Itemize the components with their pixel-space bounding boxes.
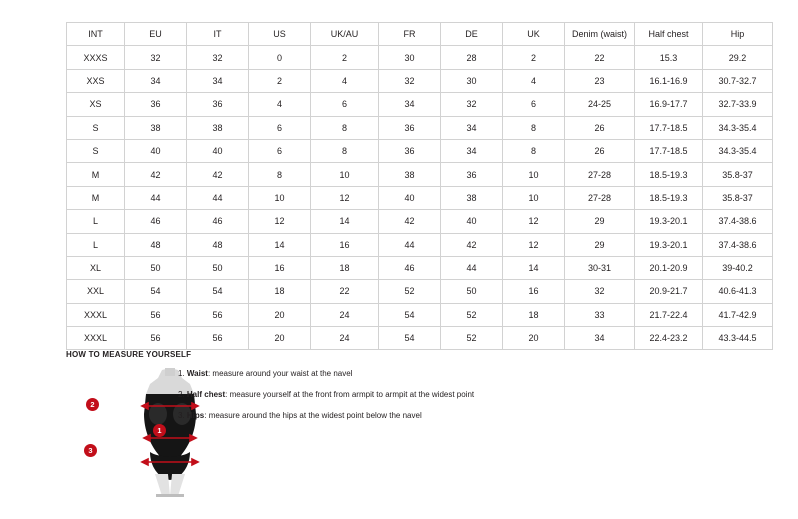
- cell-int: M: [67, 163, 125, 186]
- column-header-denim-waist: Denim (waist): [565, 23, 635, 46]
- cell-de: 32: [441, 93, 503, 116]
- cell-fr: 54: [379, 327, 441, 350]
- cell-us: 10: [249, 186, 311, 209]
- cell-it: 56: [187, 303, 249, 326]
- cell-de: 28: [441, 46, 503, 69]
- cell-fr: 46: [379, 256, 441, 279]
- cell-fr: 36: [379, 139, 441, 162]
- cell-it: 42: [187, 163, 249, 186]
- cell-denim-waist: 23: [565, 69, 635, 92]
- cell-eu: 44: [125, 186, 187, 209]
- cell-uk: 8: [503, 116, 565, 139]
- cell-hip: 29.2: [703, 46, 773, 69]
- cell-uk: 20: [503, 327, 565, 350]
- cell-denim-waist: 32: [565, 280, 635, 303]
- column-header-half-chest: Half chest: [635, 23, 703, 46]
- cell-uk-au: 24: [311, 303, 379, 326]
- cell-de: 42: [441, 233, 503, 256]
- cell-denim-waist: 26: [565, 139, 635, 162]
- column-header-us: US: [249, 23, 311, 46]
- cell-uk-au: 10: [311, 163, 379, 186]
- marker-3: 3: [84, 444, 97, 457]
- instruction-number-1: 1.: [178, 369, 185, 378]
- cell-uk: 2: [503, 46, 565, 69]
- cell-int: XS: [67, 93, 125, 116]
- cell-uk: 12: [503, 210, 565, 233]
- cell-us: 18: [249, 280, 311, 303]
- instruction-text-half-chest: : measure yourself at the front from armpit to armpit at the widest point: [225, 390, 475, 399]
- cell-eu: 36: [125, 93, 187, 116]
- table-row: [67, 163, 773, 186]
- cell-eu: 54: [125, 280, 187, 303]
- cell-hip: 34.3-35.4: [703, 139, 773, 162]
- cell-uk-au: 4: [311, 69, 379, 92]
- cell-uk: 10: [503, 186, 565, 209]
- cell-de: 52: [441, 303, 503, 326]
- cell-half-chest: 17.7-18.5: [635, 116, 703, 139]
- column-header-it: IT: [187, 23, 249, 46]
- cell-fr: 44: [379, 233, 441, 256]
- column-header-uk-au: UK/AU: [311, 23, 379, 46]
- table-row: [67, 116, 773, 139]
- how-to-measure-title: HOW TO MEASURE YOURSELF: [66, 350, 192, 359]
- cell-half-chest: 20.1-20.9: [635, 256, 703, 279]
- cell-de: 44: [441, 256, 503, 279]
- cell-it: 48: [187, 233, 249, 256]
- cell-denim-waist: 26: [565, 116, 635, 139]
- cell-half-chest: 16.1-16.9: [635, 69, 703, 92]
- cell-hip: 35.8-37: [703, 163, 773, 186]
- cell-hip: 32.7-33.9: [703, 93, 773, 116]
- cell-uk-au: 18: [311, 256, 379, 279]
- cell-fr: 52: [379, 280, 441, 303]
- cell-it: 38: [187, 116, 249, 139]
- size-table: [66, 22, 773, 350]
- table-row: [67, 93, 773, 116]
- cell-eu: 42: [125, 163, 187, 186]
- cell-us: 4: [249, 93, 311, 116]
- cell-half-chest: 15.3: [635, 46, 703, 69]
- cell-eu: 56: [125, 303, 187, 326]
- cell-half-chest: 22.4-23.2: [635, 327, 703, 350]
- instruction-waist: [178, 363, 598, 384]
- cell-hip: 37.4-38.6: [703, 233, 773, 256]
- column-header-hip: Hip: [703, 23, 773, 46]
- cell-fr: 54: [379, 303, 441, 326]
- cell-hip: 41.7-42.9: [703, 303, 773, 326]
- cell-uk-au: 8: [311, 139, 379, 162]
- cell-it: 32: [187, 46, 249, 69]
- cell-us: 20: [249, 303, 311, 326]
- cell-hip: 30.7-32.7: [703, 69, 773, 92]
- cell-us: 16: [249, 256, 311, 279]
- cell-uk: 4: [503, 69, 565, 92]
- table-row: [67, 327, 773, 350]
- cell-de: 40: [441, 210, 503, 233]
- cell-it: 50: [187, 256, 249, 279]
- cell-us: 20: [249, 327, 311, 350]
- table-row: [67, 280, 773, 303]
- size-table-body: [67, 46, 773, 350]
- cell-eu: 46: [125, 210, 187, 233]
- cell-half-chest: 21.7-22.4: [635, 303, 703, 326]
- instruction-hips: [178, 405, 598, 426]
- cell-eu: 56: [125, 327, 187, 350]
- instruction-term-waist: Waist: [186, 369, 208, 378]
- cell-int: XL: [67, 256, 125, 279]
- cell-it: 44: [187, 186, 249, 209]
- cell-us: 0: [249, 46, 311, 69]
- cell-uk: 6: [503, 93, 565, 116]
- cell-us: 6: [249, 139, 311, 162]
- cell-denim-waist: 33: [565, 303, 635, 326]
- cell-fr: 30: [379, 46, 441, 69]
- size-table-container: [66, 22, 757, 350]
- table-row: [67, 186, 773, 209]
- cell-de: 34: [441, 116, 503, 139]
- cell-uk-au: 24: [311, 327, 379, 350]
- column-header-int: INT: [67, 23, 125, 46]
- column-header-uk: UK: [503, 23, 565, 46]
- cell-int: XXXL: [67, 303, 125, 326]
- marker-2: 2: [86, 398, 99, 411]
- cell-de: 52: [441, 327, 503, 350]
- cell-fr: 34: [379, 93, 441, 116]
- cell-eu: 50: [125, 256, 187, 279]
- cell-uk: 10: [503, 163, 565, 186]
- cell-us: 14: [249, 233, 311, 256]
- cell-fr: 40: [379, 186, 441, 209]
- cell-eu: 38: [125, 116, 187, 139]
- cell-us: 2: [249, 69, 311, 92]
- cell-denim-waist: 29: [565, 210, 635, 233]
- cell-half-chest: 17.7-18.5: [635, 139, 703, 162]
- table-row: [67, 69, 773, 92]
- size-table-head: [67, 23, 773, 46]
- cell-us: 12: [249, 210, 311, 233]
- cell-hip: 34.3-35.4: [703, 116, 773, 139]
- cell-it: 54: [187, 280, 249, 303]
- cell-int: L: [67, 210, 125, 233]
- table-row: [67, 210, 773, 233]
- cell-half-chest: 19.3-20.1: [635, 210, 703, 233]
- measure-instructions: [178, 363, 598, 426]
- cell-denim-waist: 27-28: [565, 186, 635, 209]
- cell-fr: 36: [379, 116, 441, 139]
- cell-half-chest: 16.9-17.7: [635, 93, 703, 116]
- cell-hip: 40.6-41.3: [703, 280, 773, 303]
- cell-fr: 38: [379, 163, 441, 186]
- instruction-number-3: 3.: [178, 411, 185, 420]
- cell-uk-au: 22: [311, 280, 379, 303]
- cell-eu: 48: [125, 233, 187, 256]
- instruction-number-2: 2.: [178, 390, 185, 399]
- cell-denim-waist: 22: [565, 46, 635, 69]
- cell-hip: 37.4-38.6: [703, 210, 773, 233]
- cell-denim-waist: 34: [565, 327, 635, 350]
- cell-hip: 35.8-37: [703, 186, 773, 209]
- cell-denim-waist: 29: [565, 233, 635, 256]
- cell-uk-au: 2: [311, 46, 379, 69]
- cell-de: 38: [441, 186, 503, 209]
- cell-uk: 14: [503, 256, 565, 279]
- cell-half-chest: 20.9-21.7: [635, 280, 703, 303]
- column-header-fr: FR: [379, 23, 441, 46]
- table-row: [67, 256, 773, 279]
- cell-int: S: [67, 116, 125, 139]
- cell-de: 36: [441, 163, 503, 186]
- table-row: [67, 46, 773, 69]
- instruction-term-hips: Hips: [186, 411, 205, 420]
- cell-hip: 39-40.2: [703, 256, 773, 279]
- table-header-row: [67, 23, 773, 46]
- cell-denim-waist: 27-28: [565, 163, 635, 186]
- cell-it: 56: [187, 327, 249, 350]
- column-header-eu: EU: [125, 23, 187, 46]
- cell-uk: 16: [503, 280, 565, 303]
- instruction-term-half-chest: Half chest: [186, 390, 226, 399]
- cell-us: 8: [249, 163, 311, 186]
- cell-denim-waist: 24-25: [565, 93, 635, 116]
- cell-int: XXXL: [67, 327, 125, 350]
- cell-it: 46: [187, 210, 249, 233]
- cell-int: L: [67, 233, 125, 256]
- cell-half-chest: 18.5-19.3: [635, 186, 703, 209]
- cell-fr: 32: [379, 69, 441, 92]
- instruction-half-chest: [178, 384, 598, 405]
- cell-hip: 43.3-44.5: [703, 327, 773, 350]
- marker-1: 1: [153, 424, 166, 437]
- cell-de: 34: [441, 139, 503, 162]
- cell-uk: 12: [503, 233, 565, 256]
- cell-it: 40: [187, 139, 249, 162]
- cell-eu: 40: [125, 139, 187, 162]
- column-header-de: DE: [441, 23, 503, 46]
- cell-it: 36: [187, 93, 249, 116]
- cell-it: 34: [187, 69, 249, 92]
- cell-int: M: [67, 186, 125, 209]
- cell-denim-waist: 30-31: [565, 256, 635, 279]
- cell-uk: 8: [503, 139, 565, 162]
- cell-fr: 42: [379, 210, 441, 233]
- cell-uk-au: 14: [311, 210, 379, 233]
- cell-half-chest: 18.5-19.3: [635, 163, 703, 186]
- table-row: [67, 233, 773, 256]
- cell-uk-au: 12: [311, 186, 379, 209]
- cell-int: XXXS: [67, 46, 125, 69]
- cell-eu: 32: [125, 46, 187, 69]
- cell-eu: 34: [125, 69, 187, 92]
- table-row: [67, 303, 773, 326]
- instruction-text-hips: : measure around the hips at the widest point below the navel: [204, 411, 422, 420]
- table-row: [67, 139, 773, 162]
- cell-uk-au: 8: [311, 116, 379, 139]
- cell-int: XXS: [67, 69, 125, 92]
- cell-uk: 18: [503, 303, 565, 326]
- cell-int: S: [67, 139, 125, 162]
- instruction-text-waist: : measure around your waist at the navel: [207, 369, 353, 378]
- cell-us: 6: [249, 116, 311, 139]
- cell-half-chest: 19.3-20.1: [635, 233, 703, 256]
- cell-uk-au: 16: [311, 233, 379, 256]
- cell-int: XXL: [67, 280, 125, 303]
- cell-de: 50: [441, 280, 503, 303]
- cell-uk-au: 6: [311, 93, 379, 116]
- cell-de: 30: [441, 69, 503, 92]
